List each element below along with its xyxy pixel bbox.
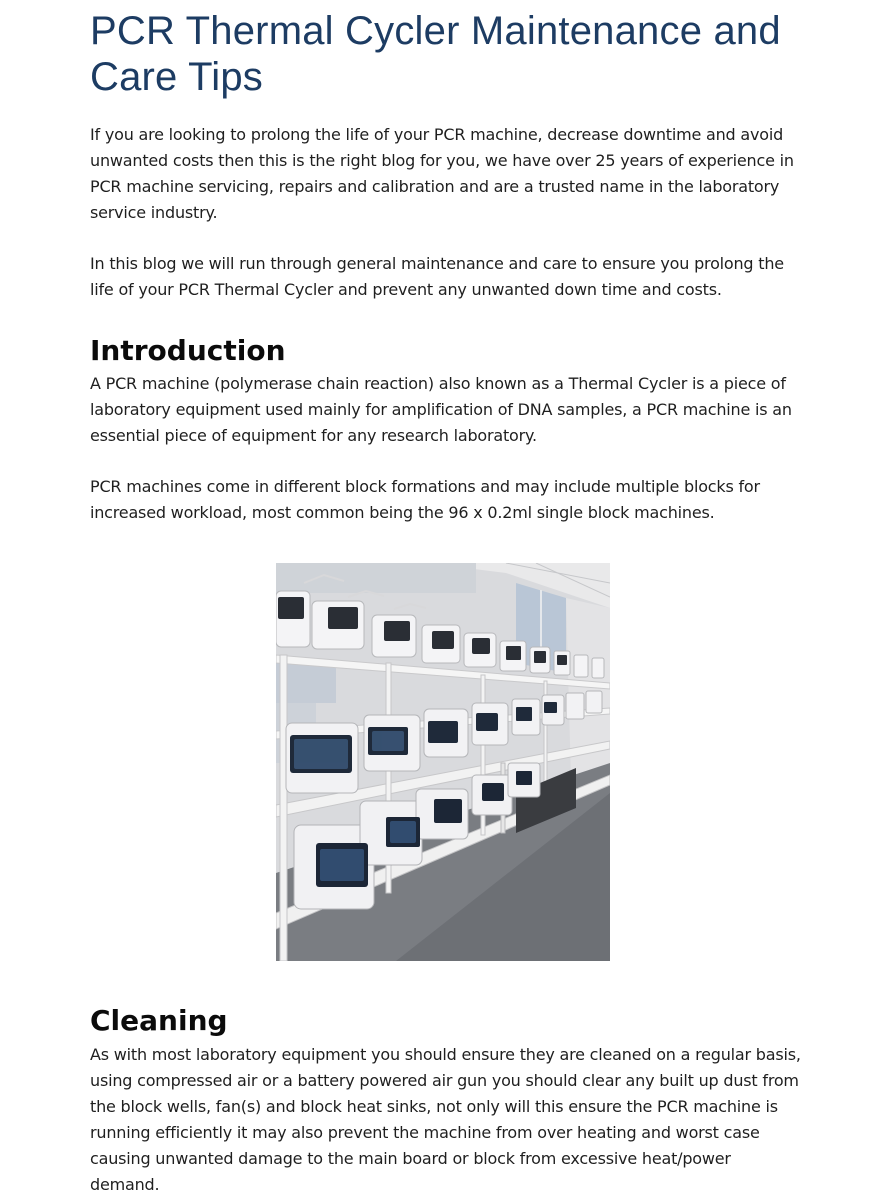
lab-photo: [276, 563, 610, 961]
blog-article: [90, 0, 810, 1194]
page-title: PCR Thermal Cycler Maintenance and Care Tips: [90, 9, 781, 99]
section-heading-introduction: Introduction: [90, 334, 286, 367]
introduction-paragraph-2: PCR machines come in different block formations and may include multiple blocks for increased workload, most common being the 96 x 0.2ml single block machines.: [90, 477, 760, 522]
intro-paragraph-1: If you are looking to prolong the life of your PCR machine, decrease downtime and avoid unwanted costs then this is the right blog for you, we have over 25 years of experience in PCR machine servicing, repairs and calibration and are a trusted name in the laboratory service industry.: [90, 125, 794, 222]
section-heading-cleaning: Cleaning: [90, 1004, 228, 1037]
intro-paragraph-2: In this blog we will run through general maintenance and care to ensure you prolong the life of your PCR Thermal Cycler and prevent any unwanted down time and costs.: [90, 254, 784, 299]
introduction-paragraph-1: A PCR machine (polymerase chain reaction) also known as a Thermal Cycler is a piece of laboratory equipment used mainly for amplification of DNA samples, a PCR machine is an essential piece of equipment for any research laboratory.: [90, 374, 792, 445]
cleaning-paragraph-1: As with most laboratory equipment you should ensure they are cleaned on a regular basis, using compressed air or a battery powered air gun you should clear any built up dust from the block wells, fan(s) and block heat sinks, not only will this ensure the PCR machine is running efficiently it may also prevent the machine from over heating and worst case causing unwanted damage to the main board or block from excessive heat/power demand.: [90, 1045, 801, 1194]
